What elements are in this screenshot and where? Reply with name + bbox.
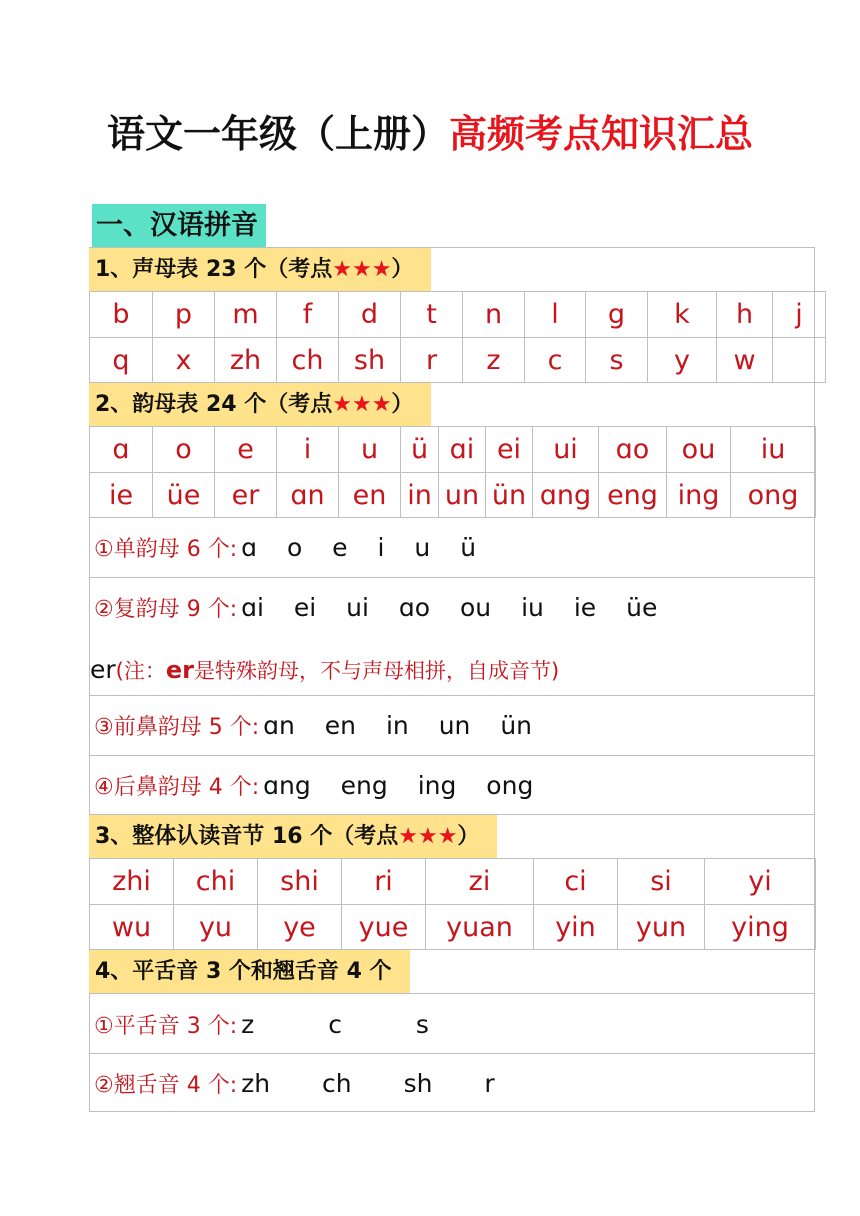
pinyin-cell: ou xyxy=(667,427,731,473)
whole-syllables-row-1 xyxy=(90,859,816,905)
er-note-er: er xyxy=(165,656,194,684)
pinyin-cell: shi xyxy=(258,859,342,905)
finals-row-2 xyxy=(90,473,816,518)
pinyin-cell: ei xyxy=(486,427,533,473)
pinyin-cell: t xyxy=(401,292,463,338)
pinyin-cell: yuan xyxy=(426,905,534,950)
front-nasal-label: ③前鼻韵母 5 个: xyxy=(94,715,260,740)
initials-row-1 xyxy=(90,292,826,338)
pinyin-cell: ü xyxy=(401,427,439,473)
single-finals-value: ɑ o e i u ü xyxy=(241,533,477,562)
finals-table xyxy=(89,426,816,518)
part2-stars: ★★★ xyxy=(332,392,392,417)
pinyin-cell: ɑo xyxy=(599,427,667,473)
page-title-main: 语文一年级（上册） xyxy=(106,112,449,156)
pinyin-cell: g xyxy=(586,292,648,338)
pinyin-cell: x xyxy=(153,338,215,383)
finals-row-1 xyxy=(90,427,816,473)
page-title-highlight: 高频考点知识汇总 xyxy=(449,112,754,156)
pinyin-cell: u xyxy=(339,427,401,473)
pinyin-cell: si xyxy=(618,859,705,905)
back-nasal-value: ɑng eng ing ong xyxy=(263,771,534,800)
pinyin-cell: zi xyxy=(426,859,534,905)
pinyin-cell: er xyxy=(215,473,277,518)
pinyin-cell: q xyxy=(90,338,153,383)
compound-finals-row xyxy=(89,577,815,695)
part3-stars: ★★★ xyxy=(398,824,458,849)
part4-heading-bar xyxy=(89,949,815,993)
pinyin-cell: ün xyxy=(486,473,533,518)
er-final: er xyxy=(90,655,116,684)
pinyin-cell: üe xyxy=(153,473,215,518)
part2-heading-bar xyxy=(89,382,815,426)
pinyin-cell: yue xyxy=(342,905,426,950)
part4-heading: 4、平舌音 3 个和翘舌音 4 个 xyxy=(89,950,410,993)
pinyin-cell: un xyxy=(439,473,486,518)
pinyin-cell: sh xyxy=(339,338,401,383)
pinyin-cell: ing xyxy=(667,473,731,518)
part1-heading xyxy=(89,248,431,291)
pinyin-cell: zhi xyxy=(90,859,174,905)
retroflex-label: ②翘舌音 4 个: xyxy=(94,1073,238,1098)
er-note-open: (注： xyxy=(115,659,166,683)
pinyin-cell: y xyxy=(648,338,717,383)
pinyin-cell: ch xyxy=(277,338,339,383)
pinyin-cell: ɑng xyxy=(533,473,599,518)
pinyin-cell: ɑ xyxy=(90,427,153,473)
part1-stars: ★★★ xyxy=(332,257,392,282)
pinyin-cell: ɑn xyxy=(277,473,339,518)
part3-heading xyxy=(89,815,497,858)
pinyin-cell: s xyxy=(586,338,648,383)
pinyin-cell: r xyxy=(401,338,463,383)
pinyin-cell: in xyxy=(401,473,439,518)
part1-heading-text: 1、声母表 23 个（考点 xyxy=(95,257,333,282)
pinyin-cell: j xyxy=(773,292,826,338)
pinyin-cell: ri xyxy=(342,859,426,905)
pinyin-cell: ie xyxy=(90,473,153,518)
pinyin-cell: m xyxy=(215,292,277,338)
pinyin-cell: ong xyxy=(731,473,816,518)
pinyin-cell: h xyxy=(717,292,773,338)
er-note-text: 是特殊韵母，不与声母相拼，自成音节) xyxy=(194,659,560,683)
pinyin-cell: o xyxy=(153,427,215,473)
page-title xyxy=(0,108,860,160)
pinyin-cell: zh xyxy=(215,338,277,383)
pinyin-cell: p xyxy=(153,292,215,338)
pinyin-cell: yun xyxy=(618,905,705,950)
front-nasal-row xyxy=(89,695,815,755)
part2-heading xyxy=(89,383,431,426)
part3-heading-bar xyxy=(89,814,815,858)
pinyin-cell: yin xyxy=(534,905,618,950)
pinyin-cell: e xyxy=(215,427,277,473)
flat-tongue-label: ①平舌音 3 个: xyxy=(94,1014,238,1039)
initials-row-2 xyxy=(90,338,826,383)
pinyin-cell: k xyxy=(648,292,717,338)
initials-table xyxy=(89,291,826,383)
pinyin-cell: chi xyxy=(174,859,258,905)
front-nasal-value: ɑn en in un ün xyxy=(263,711,533,740)
whole-syllables-table xyxy=(89,858,816,950)
part1-heading-bar xyxy=(89,247,815,291)
pinyin-cell: i xyxy=(277,427,339,473)
pinyin-cell: d xyxy=(339,292,401,338)
single-finals-label: ①单韵母 6 个: xyxy=(94,537,238,562)
retroflex-row xyxy=(89,1053,815,1111)
pinyin-cell: eng xyxy=(599,473,667,518)
frame-bottom-border xyxy=(89,1111,815,1112)
pinyin-cell: z xyxy=(463,338,525,383)
pinyin-cell: w xyxy=(717,338,773,383)
part3-heading-text: 3、整体认读音节 16 个（考点 xyxy=(95,824,399,849)
pinyin-cell: n xyxy=(463,292,525,338)
pinyin-cell: en xyxy=(339,473,401,518)
pinyin-cell: ying xyxy=(705,905,816,950)
part1-heading-close: ） xyxy=(391,257,414,282)
single-finals-row xyxy=(89,517,815,577)
compound-finals-value: ɑi ei ui ɑo ou iu ie üe xyxy=(241,593,658,622)
pinyin-cell: ye xyxy=(258,905,342,950)
pinyin-cell xyxy=(773,338,826,383)
pinyin-cell: yu xyxy=(174,905,258,950)
flat-tongue-value: z c s xyxy=(241,1010,429,1039)
part2-heading-close: ） xyxy=(391,392,414,417)
pinyin-cell: ɑi xyxy=(439,427,486,473)
section-heading-pinyin: 一、汉语拼音 xyxy=(92,204,266,248)
pinyin-cell: l xyxy=(525,292,586,338)
back-nasal-row xyxy=(89,755,815,814)
back-nasal-label: ④后鼻韵母 4 个: xyxy=(94,775,260,800)
pinyin-cell: iu xyxy=(731,427,816,473)
part3-heading-close: ） xyxy=(457,824,480,849)
pinyin-cell: ci xyxy=(534,859,618,905)
pinyin-cell: b xyxy=(90,292,153,338)
pinyin-cell: wu xyxy=(90,905,174,950)
whole-syllables-row-2 xyxy=(90,905,816,950)
pinyin-cell: ui xyxy=(533,427,599,473)
pinyin-cell: f xyxy=(277,292,339,338)
pinyin-cell: c xyxy=(525,338,586,383)
compound-finals-label: ②复韵母 9 个: xyxy=(94,597,238,622)
compound-finals-note-line xyxy=(90,641,815,702)
retroflex-value: zh ch sh r xyxy=(241,1069,495,1098)
flat-tongue-row xyxy=(89,993,815,1053)
part2-heading-text: 2、韵母表 24 个（考点 xyxy=(95,392,333,417)
pinyin-cell: yi xyxy=(705,859,816,905)
